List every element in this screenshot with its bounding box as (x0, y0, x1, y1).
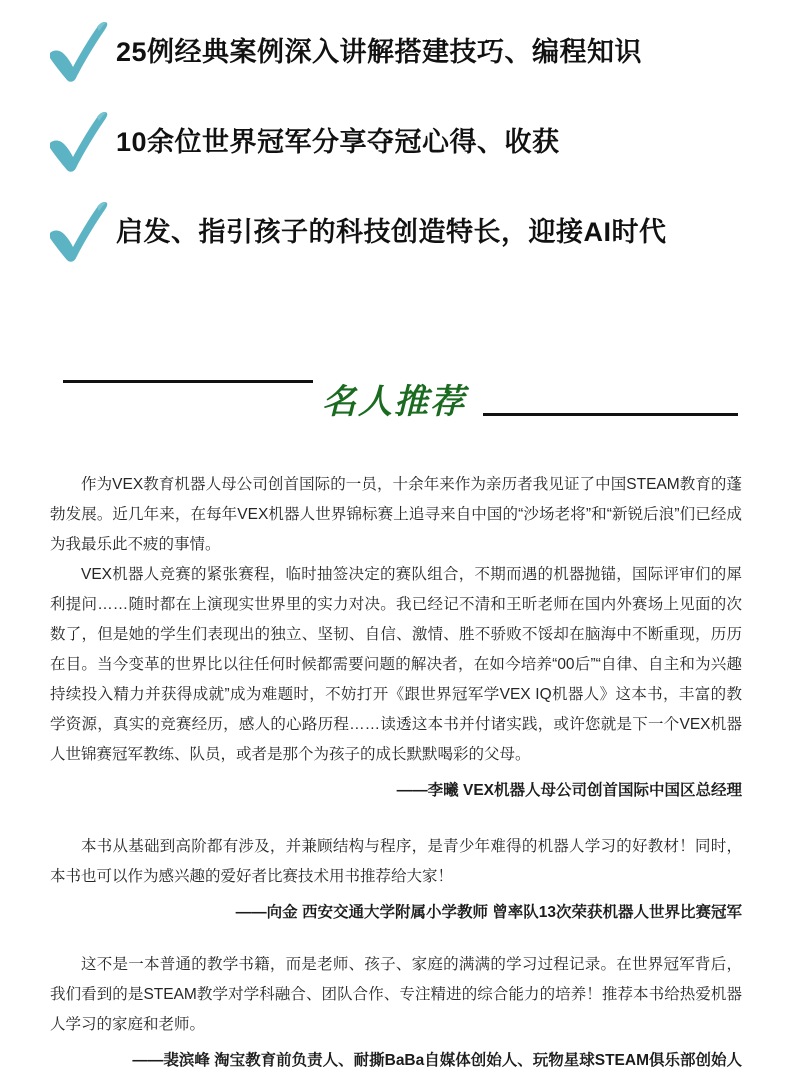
testimonial-paragraph: VEX机器人竞赛的紧张赛程，临时抽签决定的赛队组合，不期而遇的机器抛锚，国际评审们的犀利提问……随时都在上演现实世界里的实力对决。我已经记不清和王昕老师在国内外赛场上见面的次数了，但是她的学生们表现出的独立、坚韧、自信、激情、胜不骄败不馁却在脑海中不断重现，历历在目。当今变革的世界比以往任何时候都需要问题的解决者，在如今培养“00后”“自律、自主和为兴趣持续投入精力并获得成就”成为难题时，不妨打开《跟世界冠军学VEX IQ机器人》这本书，丰富的教学资源，真实的竞赛经历，感人的心路历程……读透这本书并付诸实践，或许您就是下一个VEX机器人世锦赛冠军教练、队员，或者是那个为孩子的成长默默喝彩的父母。 (50, 566, 742, 763)
feature-item-2 (0, 98, 790, 188)
testimonial-paragraph: 作为VEX教育机器人母公司创首国际的一员，十余年来作为亲历者我见证了中国STEAM教育的蓬勃发展。近几年来，在每年VEX机器人世界锦标赛上追寻来自中国的“沙场老将”和“新锐后浪”们已经成为我最乐此不疲的事情。 (50, 476, 742, 553)
check-mark-icon (48, 110, 110, 176)
feature-item-label: 25例经典案例深入讲解搭建技巧、编程知识 (116, 37, 643, 68)
testimonial-attribution: ——裴滨峰 淘宝教育前负责人、耐撕BaBa自媒体创始人、玩物星球STEAM俱乐部创始人 (132, 1052, 742, 1069)
feature-list (0, 0, 790, 278)
testimonial-block (50, 470, 742, 806)
testimonial-list (50, 470, 742, 1076)
testimonial-attribution: ——向金 西安交通大学附属小学教师 曾率队13次荣获机器人世界比赛冠军 (235, 904, 742, 921)
testimonial-block (50, 832, 742, 928)
feature-item-3 (0, 188, 790, 278)
check-mark-icon (48, 20, 110, 86)
testimonial-block (50, 950, 742, 1076)
testimonial-paragraph: 本书从基础到高阶都有涉及，并兼顾结构与程序，是青少年难得的机器人学习的好教材！同时，本书也可以作为感兴趣的爱好者比赛技术用书推荐给大家！ (50, 838, 742, 885)
block-spacer (50, 928, 742, 950)
feature-item-1 (0, 8, 790, 98)
block-spacer (50, 806, 742, 832)
feature-item-label: 10余位世界冠军分享夺冠心得、收获 (116, 127, 560, 158)
testimonial-attribution: ——李曦 VEX机器人母公司创首国际中国区总经理 (396, 782, 742, 799)
section-title: 名人推荐 (322, 383, 466, 421)
testimonial-paragraph: 这不是一本普通的教学书籍，而是老师、孩子、家庭的满满的学习过程记录。在世界冠军背后，我们看到的是STEAM教学对学科融合、团队合作、专注精进的综合能力的培养！推荐本书给热爱机器人学习的家庭和老师。 (50, 956, 742, 1033)
header-rule-left (63, 380, 313, 383)
feature-item-label: 启发、指引孩子的科技创造特长，迎接AI时代 (116, 217, 667, 248)
check-mark-icon (48, 200, 110, 266)
header-rule-right (483, 413, 738, 416)
section-header (0, 368, 790, 428)
